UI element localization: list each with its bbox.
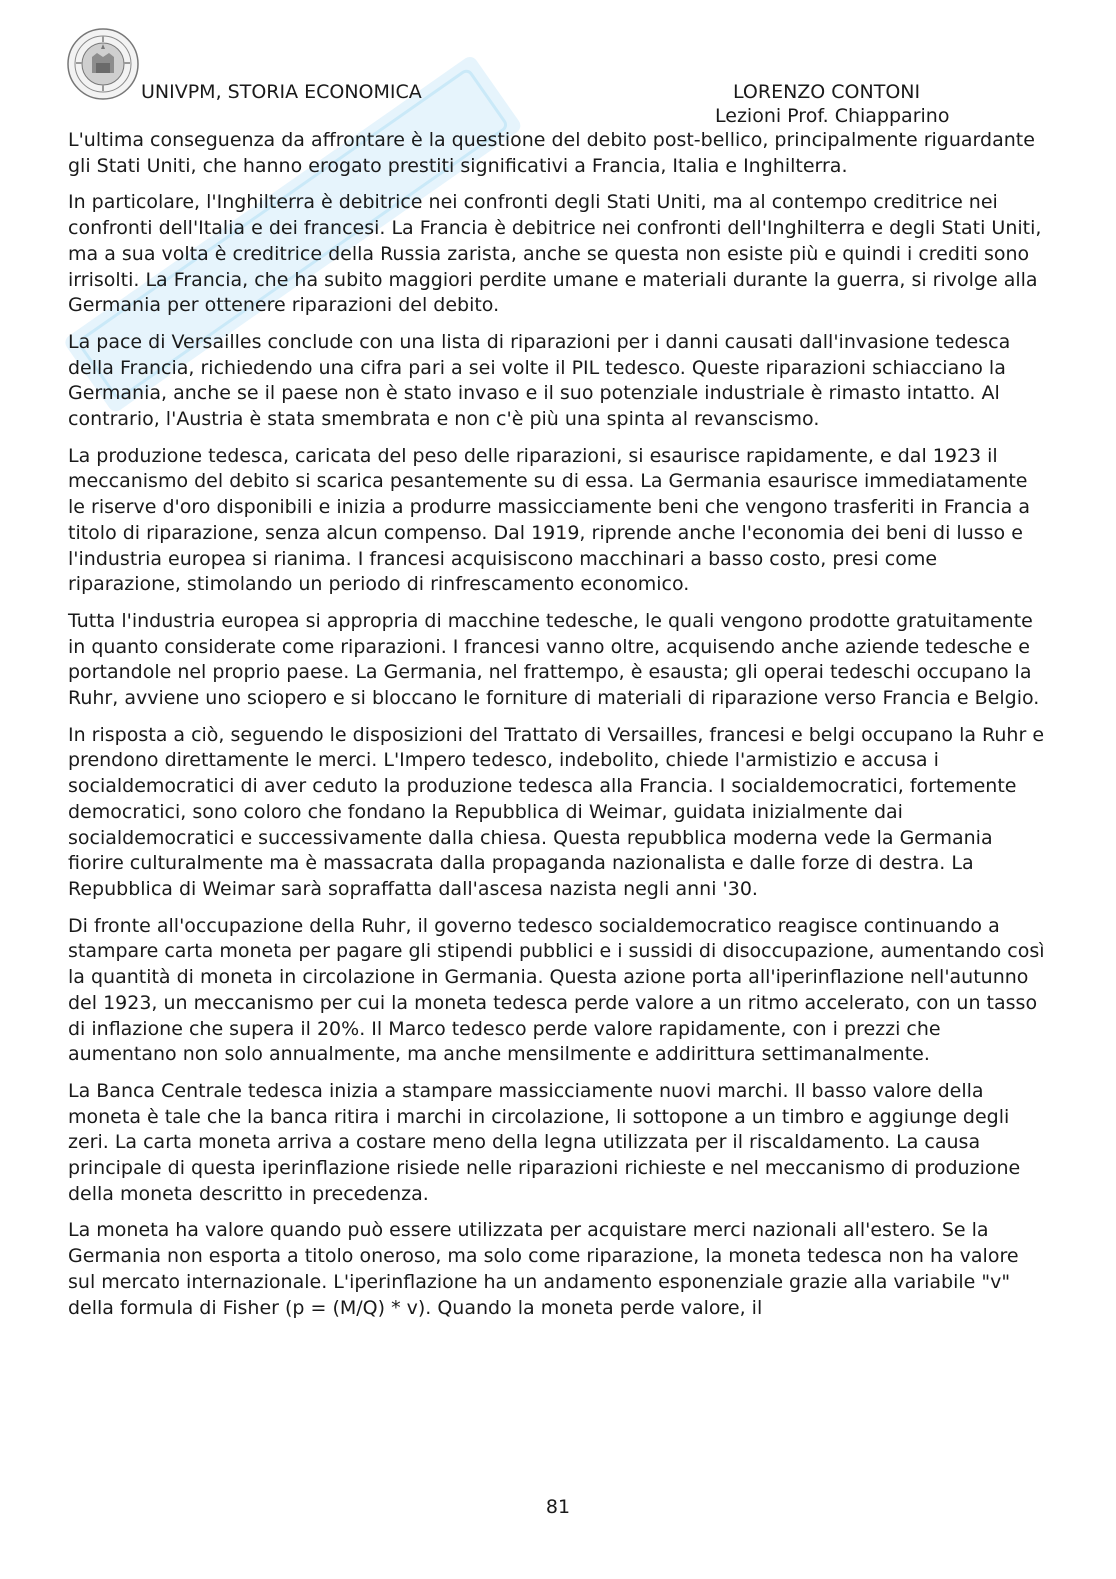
paragraph: Di fronte all'occupazione della Ruhr, il governo tedesco socialdemocratico reagisce continuando a stampare carta moneta per pagare gli stipendi pubblici e i sussidi di disoccupazione, aumentando così la quantità di moneta in circolazione in Germania. Questa azione porta all'iperinflazione nell'autunno del 1923, un meccanismo per cui la moneta tedesca perde valore a un ritmo accelerato, con un tasso di inflazione che supera il 20%. Il Marco tedesco perde valore rapidamente, con i prezzi che aumentano non solo annualmente, ma anche mensilmente e addirittura settimanalmente.: [68, 914, 1045, 1066]
document-body: [68, 128, 1048, 1332]
paragraph: La pace di Versailles conclude con una lista di riparazioni per i danni causati dall'invasione tedesca della Francia, richiedendo una cifra pari a sei volte il PIL tedesco. Queste riparazioni schiacciano la Germania, anche se il paese non è stato invaso e il suo potenziale industriale è rimasto intatto. Al contrario, l'Austria è stata smembrata e non c'è più una spinta al revanscismo.: [68, 330, 1011, 431]
university-seal-icon: [66, 27, 140, 101]
paragraph: L'ultima conseguenza da affrontare è la questione del debito post-bellico, principalmente riguardante gli Stati Uniti, che hanno erogato prestiti significativi a Francia, Italia e Inghilterra.: [68, 129, 1035, 177]
paragraph: La moneta ha valore quando può essere utilizzata per acquistare merci nazionali all'estero. Se la Germania non esporta a titolo oneroso, ma solo come riparazione, la moneta tedesca non ha valore sul mercato internazionale. L'iperinflazione ha un andamento esponenziale grazie alla variabile "v" della formula di Fisher (p = (M/Q) * v). Quando la moneta perde valore, il: [68, 1219, 1019, 1319]
paragraph: La produzione tedesca, caricata del peso delle riparazioni, si esaurisce rapidamente, e dal 1923 il meccanismo del debito si scarica pesantemente su di essa. La Germania esaurisce immediatamente le riserve d'oro disponibili e inizia a produrre massicciamente beni che vengono trasferiti in Francia a titolo di riparazione, senza alcun compenso. Dal 1919, riprende anche l'economia dei beni di lusso e l'industria europea si rianima. I francesi acquisiscono macchinari a basso costo, presi come riparazione, stimolando un periodo di rinfrescamento economico.: [68, 444, 1030, 596]
header-author-block: [715, 80, 949, 128]
header-course-title: UNIVPM, STORIA ECONOMICA: [141, 81, 422, 103]
page-number: 81: [545, 1496, 571, 1518]
paragraph: La Banca Centrale tedesca inizia a stampare massicciamente nuovi marchi. Il basso valore della moneta è tale che la banca ritira i marchi in circolazione, li sottopone a un timbro e aggiunge degli zeri. La carta moneta arriva a costare meno della legna utilizzata per il riscaldamento. La causa principale di questa iperinflazione risiede nelle riparazioni richieste e nel meccanismo di produzione della moneta descritto in precedenza.: [68, 1079, 1021, 1205]
paragraph: In risposta a ciò, seguendo le disposizioni del Trattato di Versailles, francesi e belgi occupano la Ruhr e prendono direttamente le merci. L'Impero tedesco, indebolito, chiede l'armistizio e accusa i socialdemocratici di aver ceduto la produzione tedesca alla Francia. I socialdemocratici, fortemente democratici, sono coloro che fondano la Repubblica di Weimar, guidata inizialmente dai socialdemocratici e successivamente dalla chiesa. Questa repubblica moderna vede la Germania fiorire culturalmente ma è massacrata dalla propaganda nazionalista e dalle forze di destra. La Repubblica di Weimar sarà sopraffatta dall'ascesa nazista negli anni '30.: [68, 723, 1045, 900]
header-author-name: LORENZO CONTONI: [733, 81, 921, 103]
paragraph: In particolare, l'Inghilterra è debitrice nei confronti degli Stati Uniti, ma al contempo creditrice nei confronti dell'Italia e dei francesi. La Francia è debitrice nei confronti dell'Inghilterra e degli Stati Uniti, ma a sua volta è creditrice della Russia zarista, anche se questa non esiste più e quindi i crediti sono irrisolti. La Francia, che ha subito maggiori perdite umane e materiali durante la guerra, si rivolge alla Germania per ottenere riparazioni del debito.: [68, 191, 1042, 317]
header-lecturer: Lezioni Prof. Chiapparino: [715, 105, 950, 127]
paragraph: Tutta l'industria europea si appropria di macchine tedesche, le quali vengono prodotte gratuitamente in quanto considerate come riparazioni. I francesi vanno oltre, acquisendo anche aziende tedesche e portandole nel proprio paese. La Germania, nel frattempo, è esausta; gli operai tedeschi occupano la Ruhr, avviene uno sciopero e si bloccano le forniture di materiali di riparazione verso Francia e Belgio.: [68, 609, 1040, 710]
